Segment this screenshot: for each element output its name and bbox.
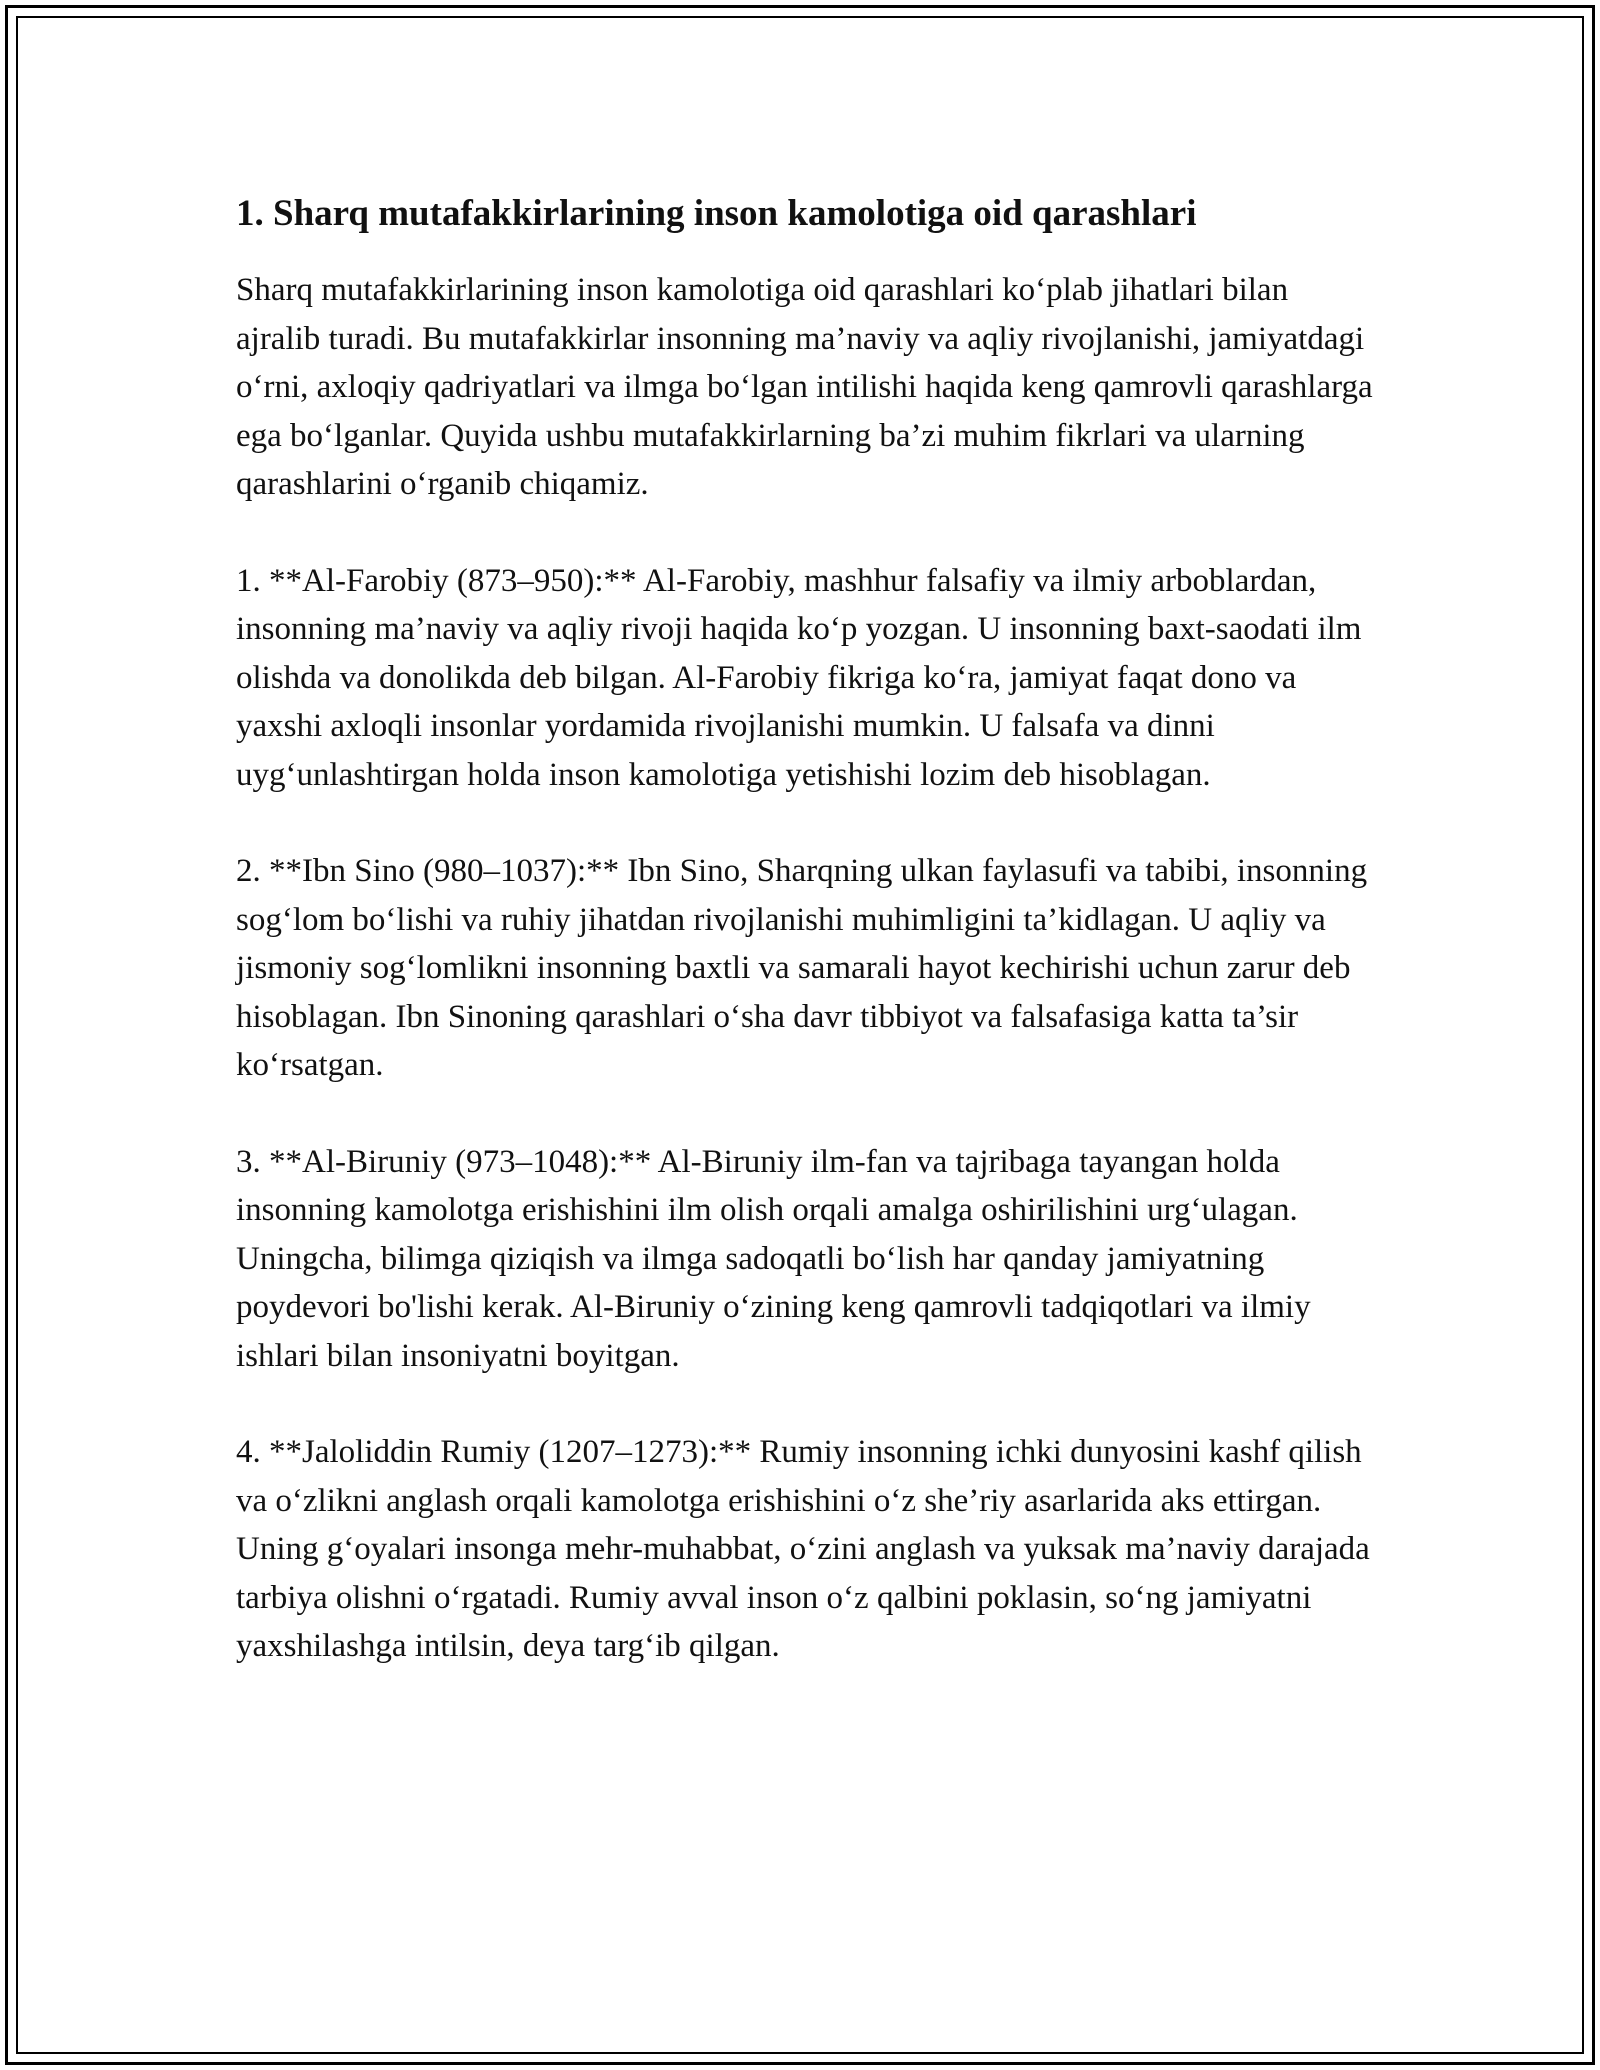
- document-body: [236, 184, 1376, 1719]
- paragraph-al-biruniy: 3. **Al-Biruniy (973–1048):** Al-Biruniy ilm-fan va tajribaga tayangan holda insonning kamolotga erishishini ilm olish orqali amalga oshirilishini urg‘ulagan. Uningcha, bilimga qiziqish va ilmga sadoqatli bo‘lish har qanday jamiyatning poydevori bo'lishi kerak. Al-Biruniy o‘zining keng qamrovli tadqiqotlari va ilmiy ishlari bilan insoniyatni boyitgan.: [236, 1143, 1311, 1374]
- intro-paragraph: Sharq mutafakkirlarining inson kamolotiga oid qarashlari ko‘plab jihatlari bilan ajralib turadi. Bu mutafakkirlar insonning ma’naviy va aqliy rivojlanishi, jamiyatdagi o‘rni, axloqiy qadriyatlari va ilmga bo‘lgan intilishi haqida keng qamrovli qarashlarga ega bo‘lganlar. Quyida ushbu mutafakkirlarning ba’zi muhim fikrlari va ularning qarashlarini o‘rganib chiqamiz.: [236, 272, 1373, 502]
- paragraph-al-farobiy: 1. **Al-Farobiy (873–950):** Al-Farobiy, mashhur falsafiy va ilmiy arboblardan, insonning ma’naviy va aqliy rivoji haqida ko‘p yozgan. U insonning baxt-saodati ilm olishda va donolikda deb bilgan. Al-Farobiy fikriga ko‘ra, jamiyat faqat dono va yaxshi axloqli insonlar yordamida rivojlanishi mumkin. U falsafa va dinni uyg‘unlashtirgan holda inson kamolotiga yetishishi lozim deb hisoblagan.: [236, 562, 1362, 793]
- paragraph-rumiy: 4. **Jaloliddin Rumiy (1207–1273):** Rumiy insonning ichki dunyosini kashf qilish va o‘zlikni anglash orqali kamolotga erishishini o‘z she’riy asarlarida aks ettirgan. Uning g‘oyalari insonga mehr-muhabbat, o‘zini anglash va yuksak ma’naviy darajada tarbiya olishni o‘rgatadi. Rumiy avval inson o‘z qalbini poklasin, so‘ng jamiyatni yaxshilashga intilsin, deya targ‘ib qilgan.: [236, 1434, 1370, 1664]
- paragraph-ibn-sino: 2. **Ibn Sino (980–1037):** Ibn Sino, Sharqning ulkan faylasufi va tabibi, insonning sog‘lom bo‘lishi va ruhiy jihatdan rivojlanishi muhimligini ta’kidlagan. U aqliy va jismoniy sog‘lomlikni insonning baxtli va samarali hayot kechirishi uchun zarur deb hisoblagan. Ibn Sinoning qarashlari o‘sha davr tibbiyot va falsafasiga katta ta’sir ko‘rsatgan.: [236, 853, 1368, 1083]
- section-heading: 1. Sharq mutafakkirlarining inson kamolotiga oid qarashlari: [236, 193, 1197, 234]
